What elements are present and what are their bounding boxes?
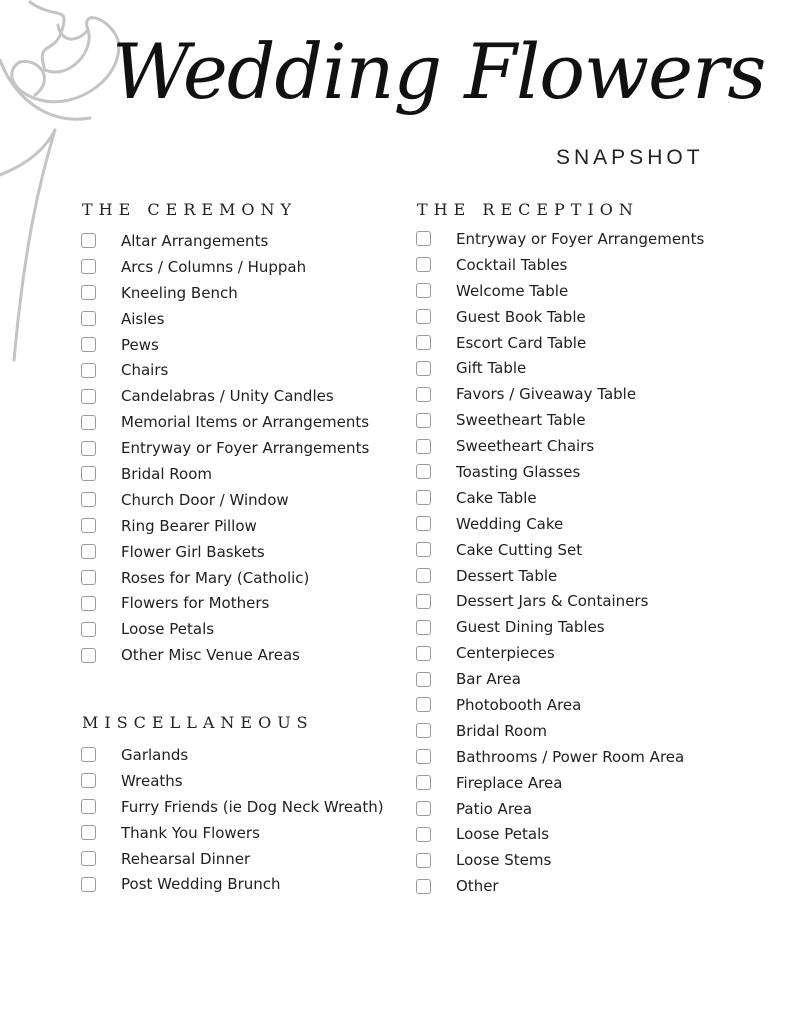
checkbox[interactable] <box>416 516 431 531</box>
checkbox[interactable] <box>416 646 431 661</box>
checkbox[interactable] <box>416 309 431 324</box>
checklist-item-label: Roses for Mary (Catholic) <box>121 568 310 587</box>
checkbox[interactable] <box>416 413 431 428</box>
ceremony-checklist <box>81 228 369 668</box>
checklist-item[interactable] <box>81 487 369 513</box>
checklist-item[interactable] <box>81 435 369 461</box>
checklist-item-label: Memorial Items or Arrangements <box>121 413 370 432</box>
checklist-item[interactable] <box>81 332 369 358</box>
checklist-item-label: Loose Petals <box>121 620 215 639</box>
checklist-item[interactable] <box>416 718 704 744</box>
checklist-item-label: Patio Area <box>456 799 533 818</box>
checkbox[interactable] <box>81 747 96 762</box>
checklist-item-label: Photobooth Area <box>456 695 582 714</box>
checklist-item[interactable] <box>81 794 384 820</box>
checkbox[interactable] <box>81 311 96 326</box>
checkbox[interactable] <box>416 387 431 402</box>
checklist-item[interactable] <box>416 252 704 278</box>
checkbox[interactable] <box>416 542 431 557</box>
checkbox[interactable] <box>416 231 431 246</box>
checklist-item[interactable] <box>416 744 704 770</box>
checklist-item-label: Loose Stems <box>456 851 552 870</box>
checklist-item-label: Cake Table <box>456 488 537 507</box>
checklist-item-label: Aisles <box>121 309 165 328</box>
checklist-item-label: Gift Table <box>456 359 527 378</box>
checklist-item-label: Ring Bearer Pillow <box>121 516 257 535</box>
checklist-item[interactable] <box>81 846 384 872</box>
checklist-item[interactable] <box>416 226 704 252</box>
checklist-item-label: Bar Area <box>456 670 521 689</box>
checklist-item-label: Post Wedding Brunch <box>121 875 281 894</box>
checklist-item[interactable] <box>81 254 369 280</box>
checklist-item[interactable] <box>416 330 704 356</box>
checklist-item[interactable] <box>81 280 369 306</box>
checklist-item-label: Welcome Table <box>456 281 569 300</box>
checkbox[interactable] <box>81 877 96 892</box>
checklist-item[interactable] <box>416 511 704 537</box>
checklist-item[interactable] <box>81 513 369 539</box>
checklist-item[interactable] <box>81 357 369 383</box>
checkbox[interactable] <box>416 257 431 272</box>
checklist-item[interactable] <box>416 770 704 796</box>
checklist-item-label: Escort Card Table <box>456 333 587 352</box>
checkbox[interactable] <box>81 570 96 585</box>
checklist-item[interactable] <box>81 461 369 487</box>
checklist-item[interactable] <box>416 355 704 381</box>
page-subtitle: SNAPSHOT <box>556 146 704 169</box>
checklist-item[interactable] <box>81 409 369 435</box>
checklist-item[interactable] <box>81 306 369 332</box>
checklist-item-label: Favors / Giveaway Table <box>456 385 637 404</box>
checklist-item[interactable] <box>416 796 704 822</box>
checklist-item[interactable] <box>81 383 369 409</box>
checklist-item[interactable] <box>416 873 704 899</box>
checklist-item-label: Centerpieces <box>456 644 555 663</box>
checkbox[interactable] <box>81 415 96 430</box>
checklist-item[interactable] <box>416 666 704 692</box>
checklist-item-label: Wreaths <box>121 771 183 790</box>
checkbox[interactable] <box>81 825 96 840</box>
checklist-item-label: Guest Book Table <box>456 307 586 326</box>
checkbox[interactable] <box>416 723 431 738</box>
checkbox[interactable] <box>416 464 431 479</box>
checklist-item-label: Guest Dining Tables <box>456 618 605 637</box>
checklist-item[interactable] <box>81 768 384 794</box>
checklist-item[interactable] <box>81 616 369 642</box>
checklist-item[interactable] <box>416 640 704 666</box>
checkbox[interactable] <box>416 594 431 609</box>
checklist-item[interactable] <box>81 590 369 616</box>
checkbox[interactable] <box>81 466 96 481</box>
checkbox[interactable] <box>416 879 431 894</box>
checklist-item-label: Other Misc Venue Areas <box>121 646 300 665</box>
checklist-item-label: Thank You Flowers <box>121 823 260 842</box>
checklist-item-label: Wedding Cake <box>456 514 564 533</box>
checkbox[interactable] <box>81 285 96 300</box>
checklist-item[interactable] <box>416 407 704 433</box>
checklist-item[interactable] <box>81 642 369 668</box>
reception-heading: THE RECEPTION <box>417 200 639 219</box>
checkbox[interactable] <box>81 441 96 456</box>
checklist-item-label: Flowers for Mothers <box>121 594 270 613</box>
checklist-item-label: Pews <box>121 335 159 354</box>
checklist-item[interactable] <box>416 537 704 563</box>
checklist-item-label: Other <box>456 877 499 896</box>
checkbox[interactable] <box>81 259 96 274</box>
checkbox[interactable] <box>416 283 431 298</box>
checkbox[interactable] <box>81 363 96 378</box>
checklist-item[interactable] <box>81 871 384 897</box>
checklist-item-label: Kneeling Bench <box>121 283 238 302</box>
checklist-item-label: Church Door / Window <box>121 490 289 509</box>
checkbox[interactable] <box>81 596 96 611</box>
ceremony-heading: THE CEREMONY <box>82 200 298 219</box>
checklist-item-label: Fireplace Area <box>456 773 563 792</box>
checkbox[interactable] <box>81 544 96 559</box>
checkbox[interactable] <box>81 518 96 533</box>
checklist-item-label: Cake Cutting Set <box>456 540 583 559</box>
checkbox[interactable] <box>416 672 431 687</box>
checklist-item-label: Cocktail Tables <box>456 255 568 274</box>
checklist-item-label: Entryway or Foyer Arrangements <box>456 229 705 248</box>
checklist-item-label: Flower Girl Baskets <box>121 542 265 561</box>
checklist-item-label: Furry Friends (ie Dog Neck Wreath) <box>121 797 384 816</box>
miscellaneous-heading: MISCELLANEOUS <box>82 713 314 732</box>
checkbox[interactable] <box>416 697 431 712</box>
checklist-item[interactable] <box>416 588 704 614</box>
checklist-item[interactable] <box>416 614 704 640</box>
checkbox[interactable] <box>416 620 431 635</box>
checklist-item-label: Entryway or Foyer Arrangements <box>121 439 370 458</box>
miscellaneous-checklist <box>81 742 384 897</box>
reception-checklist <box>416 226 704 899</box>
checklist-item[interactable] <box>416 304 704 330</box>
checklist-item[interactable] <box>416 459 704 485</box>
checklist-item-label: Garlands <box>121 745 189 764</box>
checklist-item-label: Arcs / Columns / Huppah <box>121 257 307 276</box>
checkbox[interactable] <box>416 568 431 583</box>
checklist-item[interactable] <box>81 565 369 591</box>
checklist-item-label: Bridal Room <box>456 721 547 740</box>
checkbox[interactable] <box>81 622 96 637</box>
checklist-item[interactable] <box>416 278 704 304</box>
checklist-item[interactable] <box>416 485 704 511</box>
checkbox[interactable] <box>81 799 96 814</box>
checkbox[interactable] <box>81 337 96 352</box>
checkbox[interactable] <box>81 233 96 248</box>
checklist-item-label: Altar Arrangements <box>121 231 269 250</box>
checkbox[interactable] <box>416 335 431 350</box>
checklist-item[interactable] <box>81 228 369 254</box>
checklist-item-label: Dessert Table <box>456 566 558 585</box>
checklist-item-label: Candelabras / Unity Candles <box>121 387 334 406</box>
checklist-item-label: Bridal Room <box>121 464 212 483</box>
checkbox[interactable] <box>416 439 431 454</box>
checklist-item[interactable] <box>416 381 704 407</box>
checkbox[interactable] <box>416 490 431 505</box>
checkbox[interactable] <box>416 827 431 842</box>
checklist-item[interactable] <box>416 433 704 459</box>
page-title: Wedding Flowers <box>112 27 766 116</box>
checklist-item-label: Chairs <box>121 361 169 380</box>
checklist-item-label: Sweetheart Chairs <box>456 437 595 456</box>
checklist-item[interactable] <box>81 820 384 846</box>
checklist-item[interactable] <box>81 539 369 565</box>
checklist-item-label: Loose Petals <box>456 825 550 844</box>
checklist-item-label: Sweetheart Table <box>456 411 586 430</box>
checkbox[interactable] <box>81 648 96 663</box>
checkbox[interactable] <box>416 749 431 764</box>
checkbox[interactable] <box>416 801 431 816</box>
checkbox[interactable] <box>416 361 431 376</box>
checklist-item-label: Toasting Glasses <box>456 462 581 481</box>
checkbox[interactable] <box>81 389 96 404</box>
checklist-item-label: Rehearsal Dinner <box>121 849 251 868</box>
checklist-item[interactable] <box>416 692 704 718</box>
checklist-item[interactable] <box>416 821 704 847</box>
checkbox[interactable] <box>81 492 96 507</box>
checkbox[interactable] <box>81 773 96 788</box>
checklist-item-label: Dessert Jars & Containers <box>456 592 649 611</box>
checkbox[interactable] <box>416 775 431 790</box>
checkbox[interactable] <box>416 853 431 868</box>
checklist-item[interactable] <box>81 742 384 768</box>
checklist-item[interactable] <box>416 847 704 873</box>
checklist-item-label: Bathrooms / Power Room Area <box>456 747 685 766</box>
checklist-item[interactable] <box>416 563 704 589</box>
checkbox[interactable] <box>81 851 96 866</box>
